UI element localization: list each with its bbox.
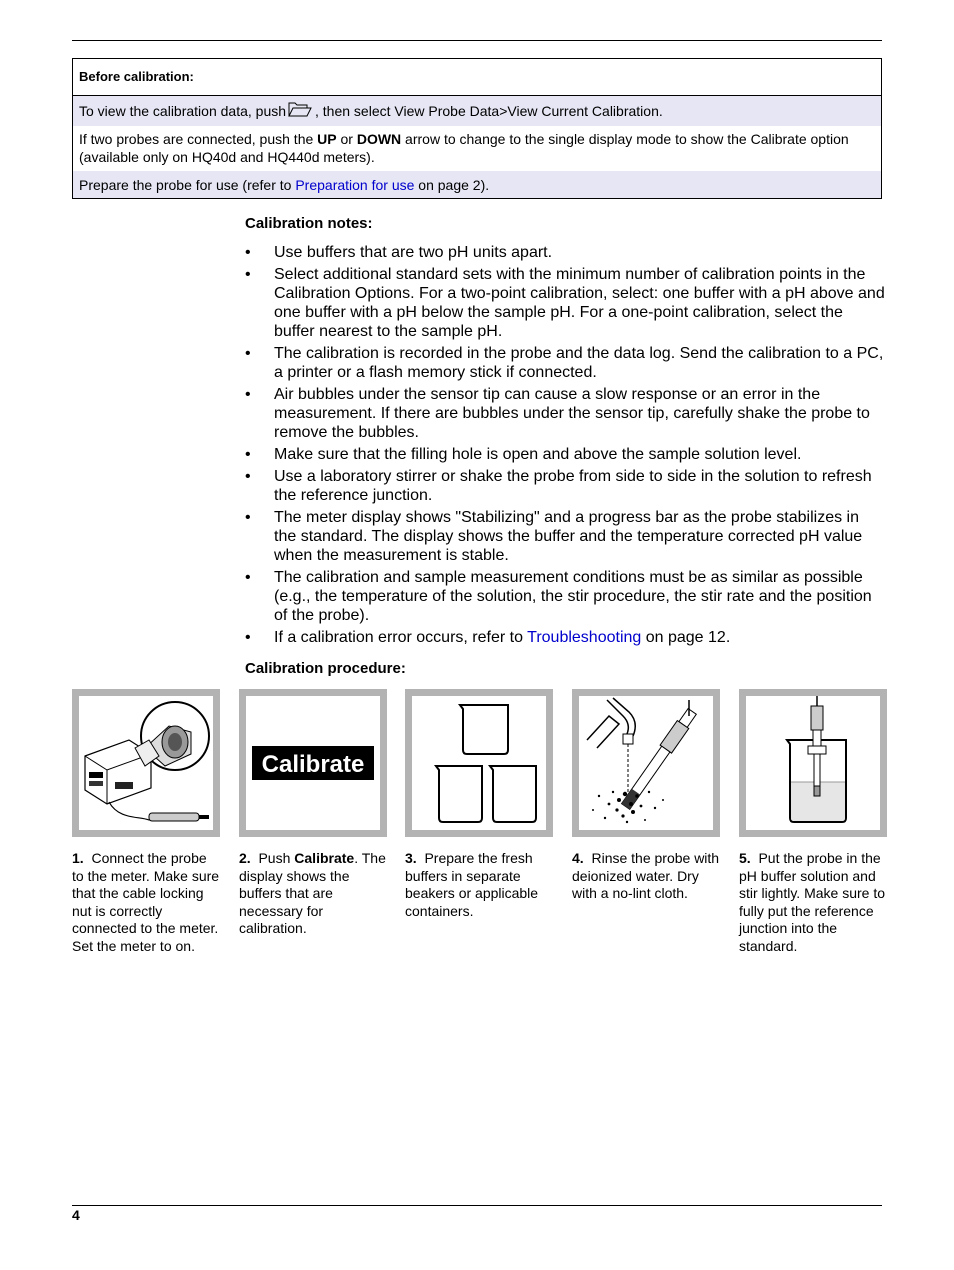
step-2-illustration [239, 689, 387, 837]
step-1-illustration [72, 689, 220, 837]
troubleshooting-link[interactable]: Troubleshooting [527, 628, 642, 646]
list-item [245, 243, 885, 262]
note-text: Select additional standard sets with the minimum number of calibration points in the Calibration Options. For a two-point calibration, select: one buffer with a pH above and one buffer with a pH below the sample pH. For a one-point calibration, select the buffer nearest to the sample pH. [274, 265, 885, 341]
bullet: • [245, 265, 251, 283]
list-item [245, 445, 885, 464]
two-probes-text-1: If two probes are connected, push the [79, 131, 318, 147]
two-probes-row [73, 126, 881, 171]
meter-probe-connection-icon [79, 696, 213, 830]
before-calibration-table [72, 58, 882, 199]
step-number: 2. [239, 850, 251, 866]
calibration-notes-heading: Calibration notes: [245, 215, 373, 232]
two-probes-text-2: or [336, 131, 357, 147]
list-item [245, 385, 885, 443]
bullet: • [245, 244, 251, 261]
note-text: Air bubbles under the sensor tip can cause a slow response or an error in the measurement. If there are bubbles under the sensor tip, carefully shake the probe to remove the bubbles. [274, 385, 870, 442]
two-probes-text-3: arrow to change to the single display mode to show the Calibrate option (available only on HQ40d and HQ440d meters). [79, 131, 849, 165]
bullet: • [245, 628, 251, 646]
step-3-text [405, 850, 553, 920]
bullet: • [245, 446, 251, 464]
note-text: Use a laboratory stirrer or shake the probe from side to side in the solution to refresh the reference junction. [274, 467, 872, 504]
note-text: Make sure that the filling hole is open and above the sample solution level. [274, 446, 802, 464]
step-number: 4. [572, 850, 584, 866]
bullet: • [245, 568, 251, 586]
step-number: 3. [405, 850, 417, 866]
list-item [245, 628, 885, 647]
calibration-procedure-heading: Calibration procedure: [245, 660, 406, 677]
folder-icon [288, 101, 312, 121]
step-3-illustration [405, 689, 553, 837]
view-calibration-row [73, 96, 881, 126]
note-text: Use buffers that are two pH units apart. [274, 244, 553, 261]
prepare-probe-text-2: on page 2). [414, 176, 490, 193]
header-rule [72, 40, 882, 41]
step-number: 1. [72, 850, 84, 866]
step-description: Rinse the probe with deionized water. Dry with a no-lint cloth. [572, 850, 720, 902]
calibration-notes-list [245, 243, 885, 650]
step-description: . The display shows the buffers that are necessary for calibration. [239, 850, 386, 937]
rinse-probe-icon [579, 696, 713, 830]
step-5-text [739, 850, 887, 956]
step-1-text [72, 850, 220, 956]
bullet: • [245, 345, 251, 363]
note-text: The meter display shows "Stabilizing" and a progress bar as the probe stabilizes in the standard. The display shows the buffer and the temperature corrected pH value when the measurement is stable. [274, 508, 863, 565]
prepare-probe-row [73, 171, 881, 198]
up-key-label: UP [317, 131, 337, 147]
step-description: Connect the probe to the meter. Make sure that the cable locking nut is correctly connected to the meter. Set the meter to on. [72, 850, 220, 954]
beakers-icon [412, 696, 546, 830]
step-description: Push [258, 850, 295, 866]
step-4-illustration [572, 689, 720, 837]
note-text: on page 12. [641, 628, 731, 646]
down-key-label: DOWN [356, 131, 402, 147]
bullet: • [245, 467, 251, 485]
prepare-probe-text-1: Prepare the probe for use (refer to [79, 176, 296, 193]
bullet: • [245, 508, 251, 526]
note-text: The calibration is recorded in the probe and the data log. Send the calibration to a PC, a printer or a flash memory stick if connected. [274, 345, 884, 382]
step-2-text [239, 850, 387, 938]
probe-in-beaker-icon [746, 696, 880, 830]
note-text: The calibration and sample measurement conditions must be as similar as possible (e.g., the temperature of the solution, the stir procedure, the stir rate and the position of the probe). [274, 568, 872, 625]
step-description: Prepare the fresh buffers in separate beakers or applicable containers. [405, 850, 539, 919]
view-calibration-text-after: , then select View Probe Data>View Current Calibration. [315, 103, 663, 119]
page-number: 4 [72, 1207, 80, 1223]
note-text: If a calibration error occurs, refer to [274, 628, 528, 646]
step-4-text [572, 850, 720, 903]
list-item [245, 568, 885, 626]
calibrate-key-label: Calibrate [294, 850, 355, 866]
preparation-for-use-link[interactable]: Preparation for use [295, 176, 415, 193]
list-item [245, 467, 885, 505]
calibrate-display-icon [246, 696, 380, 830]
footer-rule [72, 1205, 882, 1206]
view-calibration-text: To view the calibration data, push [79, 103, 287, 119]
step-description: Put the probe in the pH buffer solution and stir lightly. Make sure to fully put the reference junction into the standard. [739, 850, 886, 954]
list-item [245, 344, 885, 382]
step-number: 5. [739, 850, 751, 866]
list-item [245, 508, 885, 566]
calibrate-label: Calibrate [261, 751, 365, 778]
list-item [245, 265, 885, 342]
bullet: • [245, 385, 251, 403]
before-calibration-heading: Before calibration: [73, 59, 881, 96]
step-5-illustration [739, 689, 887, 837]
